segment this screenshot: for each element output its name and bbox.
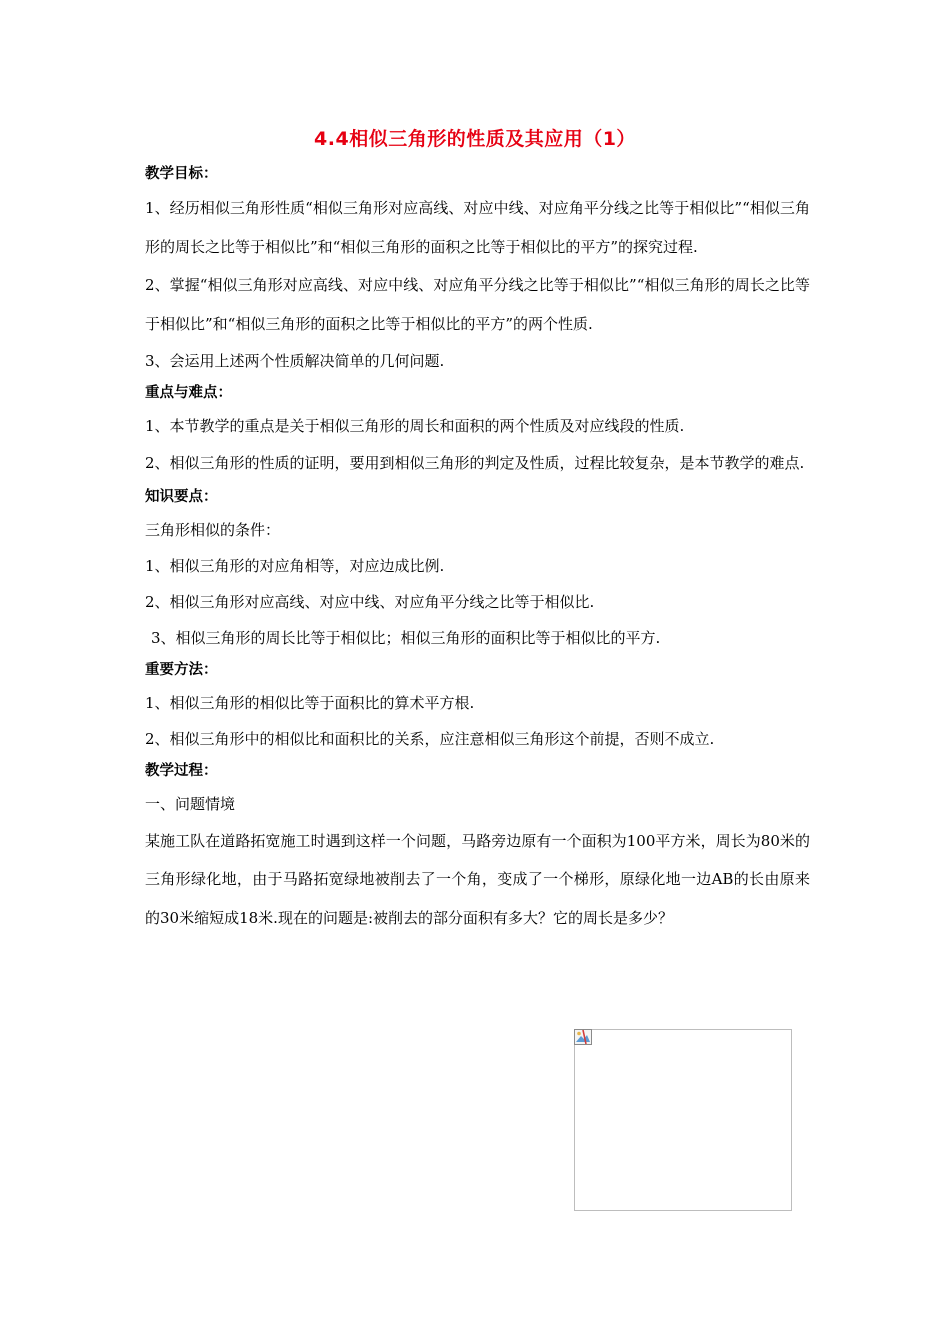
- method-item-2: 2、相似三角形中的相似比和面积比的关系，应注意相似三角形这个前提，否则不成立.: [145, 729, 715, 748]
- goal-item-1: 1、经历相似三角形性质“相似三角形对应高线、对应中线、对应角平分线之比等于相似比”“相似三角形的周长之比等于相似比”和“相似三角形的面积之比等于相似比的平方”的探究过程.: [145, 199, 810, 256]
- knowledge-item-2: 2、相似三角形对应高线、对应中线、对应角平分线之比等于相似比.: [145, 592, 595, 611]
- section-heading-goals: 教学目标：: [145, 166, 218, 182]
- broken-image-icon: [574, 1029, 592, 1045]
- problem-paragraph: 某施工队在道路拓宽施工时遇到这样一个问题，马路旁边原有一个面积为100平方米，周长为80米的三角形绿化地，由于马路拓宽绿地被削去了一个角，变成了一个梯形，原绿化地一边AB的长由原来的30米缩短成18米.现在的问题是:被削去的部分面积有多大？它的周长是多少？: [145, 831, 810, 927]
- key-point-item-2: 2、相似三角形的性质的证明，要用到相似三角形的判定及性质，过程比较复杂，是本节教学的难点.: [145, 454, 805, 472]
- knowledge-item-1: 1、相似三角形的对应角相等，对应边成比例.: [145, 556, 445, 575]
- key-point-item-1: 1、本节教学的重点是关于相似三角形的周长和面积的两个性质及对应线段的性质.: [145, 417, 685, 435]
- document-body: [145, 160, 810, 937]
- section-heading-process: 教学过程：: [145, 762, 218, 779]
- section-heading-methods: 重要方法：: [145, 661, 218, 678]
- section-heading-key-points: 重点与难点：: [145, 385, 232, 401]
- section-heading-knowledge: 知识要点：: [145, 488, 218, 505]
- figure-placeholder-frame: [574, 1029, 792, 1211]
- goal-item-3: 3、会运用上述两个性质解决简单的几何问题.: [145, 352, 445, 370]
- process-subheading: 一、问题情境: [145, 794, 236, 813]
- page-title: 4.4相似三角形的性质及其应用（1）: [314, 128, 636, 150]
- knowledge-item-3: 3、相似三角形的周长比等于相似比；相似三角形的面积比等于相似比的平方.: [151, 628, 661, 647]
- knowledge-intro: 三角形相似的条件：: [145, 520, 281, 539]
- method-item-1: 1、相似三角形的相似比等于面积比的算术平方根.: [145, 693, 475, 712]
- goal-item-2: 2、掌握“相似三角形对应高线、对应中线、对应角平分线之比等于相似比”“相似三角形的周长之比等于相似比”和“相似三角形的面积之比等于相似比的平方”的两个性质.: [145, 276, 810, 333]
